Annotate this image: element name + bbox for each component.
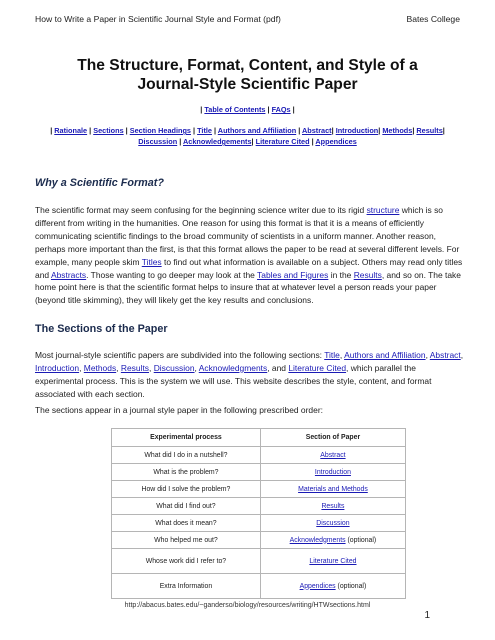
section-nav-row-1: | Rationale | Sections | Section Headings | Title | Authors and Affiliation | Abstract| Introduction| Methods| Results| — [50, 126, 445, 135]
table-link-results[interactable]: Results — [321, 502, 345, 510]
process-cell: What is the problem? — [112, 464, 261, 481]
link-abstract[interactable]: Abstract — [429, 350, 461, 360]
process-cell: What does it mean? — [112, 515, 261, 532]
process-cell: Whose work did I refer to? — [112, 549, 261, 574]
page-title — [30, 56, 465, 94]
nav-methods[interactable]: Methods — [382, 126, 413, 135]
nav-results[interactable]: Results — [416, 126, 443, 135]
table-link-acknowledgments[interactable]: Acknowledgments — [289, 536, 346, 544]
nav-acknowledgements[interactable]: Acknowledgements — [183, 137, 252, 146]
paragraph-sections: Most journal-style scientific papers are subdivided into the following sections: Title, Authors and Affiliation, Abstract, Introduction, Methods, Results, Discussion, Acknowledgments, and Literature Cited, which parallel the experimental process. This is the system we will use. This website describes the style, content, and format associated with each section. — [35, 350, 464, 399]
col-header-experimental-process: Experimental process — [112, 429, 261, 447]
paragraph-order-intro: The sections appear in a journal style paper in the following prescribed order: — [35, 405, 323, 415]
optional-note: (optional) — [335, 582, 367, 590]
table-header-row — [112, 429, 406, 447]
footer-url: http://abacus.bates.edu/~ganderso/biology/resources/writing/HTWsections.html — [124, 602, 371, 609]
table-link-appendices[interactable]: Appendices — [299, 582, 336, 590]
nav-authors-affiliation[interactable]: Authors and Affiliation — [217, 126, 297, 135]
col-header-section-of-paper: Section of Paper — [260, 429, 405, 447]
link-introduction[interactable]: Introduction — [35, 362, 80, 373]
header-doc-title: How to Write a Paper in Scientific Journal Style and Format (pdf) — [35, 14, 281, 24]
table-row — [112, 464, 406, 481]
heading-sections-of-paper: The Sections of the Paper — [35, 323, 168, 335]
link-methods[interactable]: Methods — [83, 362, 117, 373]
table-row — [112, 515, 406, 532]
process-cell: How did I solve the problem? — [112, 481, 261, 498]
link-tables-and-figures[interactable]: Tables and Figures — [257, 269, 329, 280]
table-link-abstract[interactable]: Abstract — [320, 451, 346, 459]
table-row — [112, 574, 406, 599]
link-structure[interactable]: structure — [366, 205, 400, 215]
nav-appendices[interactable]: Appendices — [315, 137, 357, 146]
process-cell: What did I do in a nutshell? — [112, 447, 261, 464]
table-row — [112, 481, 406, 498]
link-discussion[interactable]: Discussion — [153, 362, 195, 373]
link-abstracts[interactable]: Abstracts — [50, 269, 87, 280]
table-link-discussion[interactable]: Discussion — [316, 519, 350, 527]
optional-note: (optional) — [345, 536, 377, 544]
section-cell — [260, 464, 405, 481]
process-cell: Extra Information — [112, 574, 261, 599]
sections-table — [111, 428, 406, 599]
link-acknowledgments[interactable]: Acknowledgments — [198, 362, 268, 373]
section-cell — [260, 532, 405, 549]
link-literature-cited[interactable]: Literature Cited — [288, 362, 347, 373]
nav-rationale[interactable]: Rationale — [54, 126, 88, 135]
running-header — [35, 14, 460, 24]
link-table-of-contents[interactable]: Table of Contents — [204, 105, 266, 114]
table-link-literature-cited[interactable]: Literature Cited — [309, 557, 357, 565]
page-number: 1 — [424, 610, 430, 621]
title-line-1: The Structure, Format, Content, and Style of a — [77, 57, 418, 74]
link-results[interactable]: Results — [353, 269, 382, 280]
process-cell: Who helped me out? — [112, 532, 261, 549]
section-cell — [260, 481, 405, 498]
section-nav — [20, 125, 475, 147]
section-cell — [260, 549, 405, 574]
nav-abstract[interactable]: Abstract — [302, 126, 332, 135]
link-faqs[interactable]: FAQs — [271, 105, 291, 114]
link-titles[interactable]: Titles — [141, 256, 162, 267]
process-cell: What did I find out? — [112, 498, 261, 515]
heading-why-scientific-format: Why a Scientific Format? — [35, 177, 164, 189]
table-row — [112, 549, 406, 574]
header-institution: Bates College — [406, 14, 460, 24]
top-links: | Table of Contents | FAQs | — [200, 105, 295, 114]
paragraph-why-format: The scientific format may seem confusing for the beginning science writer due to its rigid structure which is so different from writing in the humanities. One reason for using this format is that it is a means of efficiently communicating scientific findings to the broad community of scientists in a uniform manner. Another reason, perhaps more important than the first, is that this format allows the paper to be read at several different levels. For example, many people skim Titles to find out what information is available on a subject. Others may read only titles and Abstracts. Those wanting to go deeper may look at the Tables and Figures in the Results, and so on. The take home point here is that the scientific format helps to insure that at whatever level a person reads your paper (beyond title skimming), they will likely get the key results and conclusions. — [35, 205, 463, 306]
title-line-2: Journal-Style Scientific Paper — [137, 76, 358, 93]
table-row — [112, 532, 406, 549]
nav-discussion[interactable]: Discussion — [138, 137, 178, 146]
link-authors-affiliation[interactable]: Authors and Affiliation — [344, 350, 426, 360]
nav-title[interactable]: Title — [197, 126, 212, 135]
nav-section-headings[interactable]: Section Headings — [129, 126, 191, 135]
section-cell — [260, 515, 405, 532]
section-cell — [260, 498, 405, 515]
table-link-materials-methods[interactable]: Materials and Methods — [298, 485, 368, 493]
link-results-2[interactable]: Results — [120, 362, 150, 373]
section-cell — [260, 574, 405, 599]
section-cell — [260, 447, 405, 464]
table-link-introduction[interactable]: Introduction — [314, 468, 351, 476]
table-row — [112, 498, 406, 515]
nav-sections[interactable]: Sections — [93, 126, 124, 135]
section-nav-row-2: Discussion | Acknowledgements| Literature Cited | Appendices — [138, 137, 357, 146]
nav-literature-cited[interactable]: Literature Cited — [255, 137, 310, 146]
link-title[interactable]: Title — [324, 350, 340, 360]
nav-introduction[interactable]: Introduction — [335, 126, 379, 135]
table-row — [112, 447, 406, 464]
